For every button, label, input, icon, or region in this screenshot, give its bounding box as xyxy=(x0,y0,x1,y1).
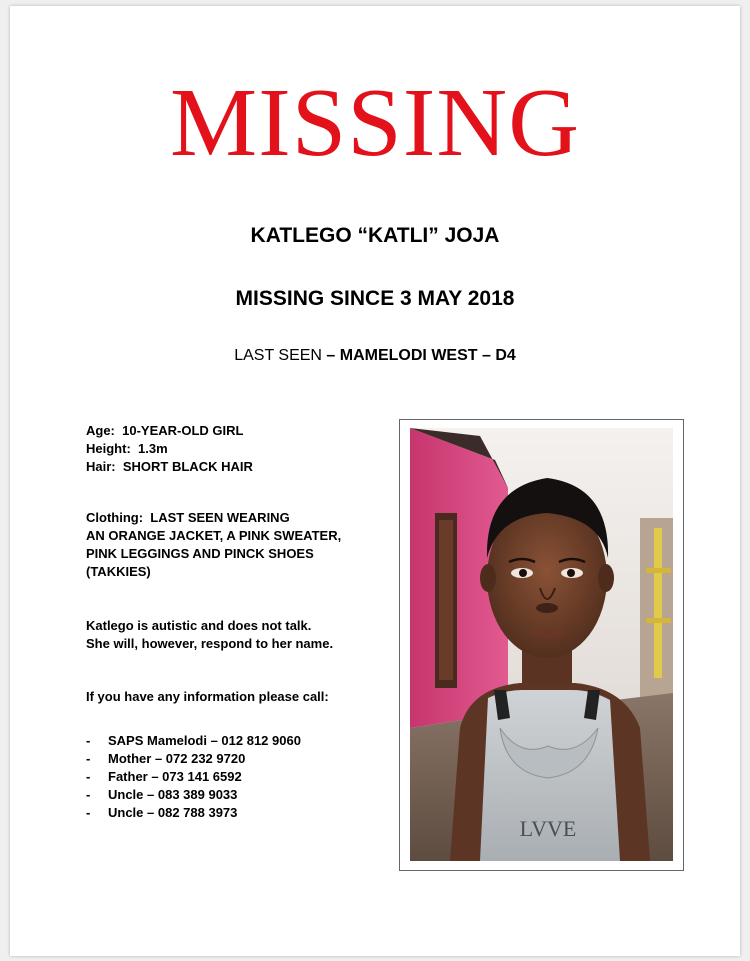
clothing-line-3: PINK LEGGINGS AND PINCK SHOES xyxy=(86,546,314,561)
autism-note xyxy=(86,617,333,653)
missing-headline: MISSING xyxy=(170,69,580,177)
last-seen-prefix: LAST SEEN xyxy=(234,347,322,364)
clothing-line-1 xyxy=(86,509,341,527)
last-seen xyxy=(10,347,740,365)
contact-father: Father – 073 141 6592 xyxy=(108,769,242,784)
clothing-details xyxy=(86,509,341,581)
missing-since: MISSING SINCE 3 MAY 2018 xyxy=(235,287,515,310)
hair-label: Hair: xyxy=(86,459,116,474)
clothing-text-1: LAST SEEN WEARING xyxy=(150,510,290,525)
height-line xyxy=(86,440,253,458)
clothing-line-2: AN ORANGE JACKET, A PINK SWEATER, xyxy=(86,528,342,543)
contact-intro: If you have any information please call: xyxy=(86,689,329,704)
photo-frame xyxy=(399,419,684,871)
contact-item: - Uncle – 082 788 3973 xyxy=(86,805,238,820)
height-value: 1.3m xyxy=(138,441,168,456)
last-seen-location: – MAMELODI WEST – D4 xyxy=(326,347,516,364)
contact-uncle-1: Uncle – 083 389 9033 xyxy=(108,787,238,802)
contact-uncle-2: Uncle – 082 788 3973 xyxy=(108,805,238,820)
contact-item: - SAPS Mamelodi – 012 812 9060 xyxy=(86,733,301,748)
clothing-line-4: (TAKKIES) xyxy=(86,564,151,579)
contact-mother: Mother – 072 232 9720 xyxy=(108,751,246,766)
hair-value: SHORT BLACK HAIR xyxy=(122,459,253,474)
contact-item: - Uncle – 083 389 9033 xyxy=(86,787,238,802)
poster-page xyxy=(10,6,740,956)
clothing-label: Clothing: xyxy=(86,510,144,525)
age-label: Age: xyxy=(86,423,115,438)
contact-item: - Father – 073 141 6592 xyxy=(86,769,242,784)
note-line-2: She will, however, respond to her name. xyxy=(86,636,334,651)
missing-person-photo xyxy=(410,428,673,861)
contact-saps: SAPS Mamelodi – 012 812 9060 xyxy=(108,733,301,748)
physical-details xyxy=(86,422,253,476)
contact-list xyxy=(86,732,301,822)
height-label: Height: xyxy=(86,441,131,456)
hair-line xyxy=(86,458,253,476)
person-name: KATLEGO “KATLI” JOJA xyxy=(250,224,500,247)
age-value: 10-YEAR-OLD GIRL xyxy=(122,423,244,438)
note-line-1: Katlego is autistic and does not talk. xyxy=(86,618,312,633)
contact-item: - Mother – 072 232 9720 xyxy=(86,751,246,766)
shirt-print-text: LVVE xyxy=(519,816,577,841)
age-line xyxy=(86,422,253,440)
